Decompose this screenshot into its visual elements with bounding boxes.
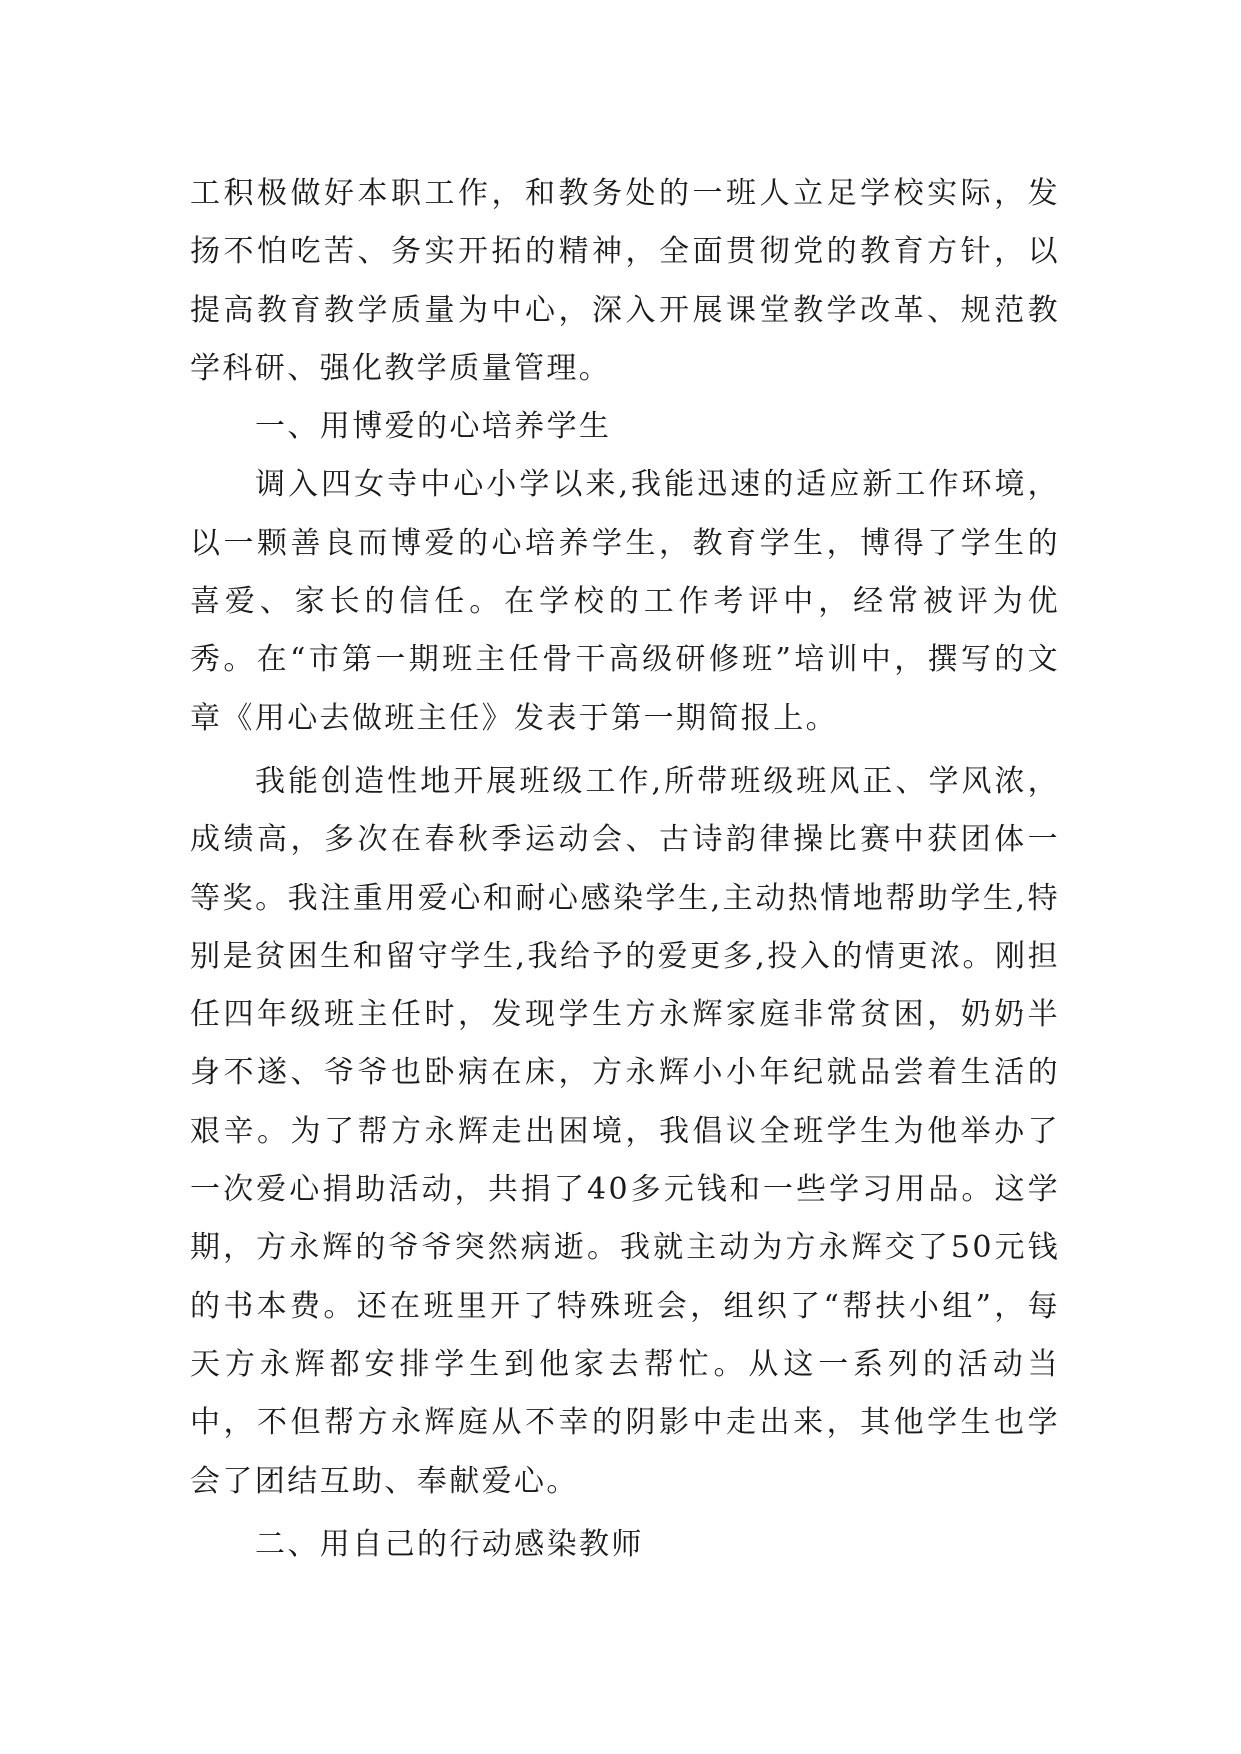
section-heading-2: 二、用自己的行动感染教师 <box>255 1526 644 1562</box>
paragraph-section-1-a: 调入四女寺中心小学以来,我能迅速的适应新工作环境，以一颗善良而博爱的心培养学生，教育学生，博得了学生的喜爱、家长的信任。在学校的工作考评中，经常被评为优秀。在“市第一期班主任骨干高级研修班”培训中，撰写的文章《用心去做班主任》发表于第一期简报上。 <box>190 467 1060 736</box>
paragraph-intro: 工积极做好本职工作，和教务处的一班人立足学校实际，发扬不怕吃苦、务实开拓的精神，全面贯彻党的教育方针，以提高教育教学质量为中心，深入开展课堂教学改革、规范教学科研、强化教学质量管理。 <box>190 176 1060 386</box>
section-heading-1: 一、用博爱的心培养学生 <box>255 409 612 445</box>
paragraph-section-1-b: 我能创造性地开展班级工作,所带班级班风正、学风浓，成绩高，多次在春秋季运动会、古诗韵律操比赛中获团体一等奖。我注重用爱心和耐心感染学生,主动热情地帮助学生,特别是贫困生和留守学生,我给予的爱更多,投入的情更浓。刚担任四年级班主任时，发现学生方永辉家庭非常贫困，奶奶半身不遂、爷爷也卧病在床，方永辉小小年纪就品尝着生活的艰辛。为了帮方永辉走出困境，我倡议全班学生为他举办了一次爱心捐助活动，共捐了40多元钱和一些学习用品。这学期，方永辉的爷爷突然病逝。我就主动为方永辉交了50元钱的书本费。还在班里开了特殊班会，组织了“帮扶小组”，每天方永辉都安排学生到他家去帮忙。从这一系列的活动当中，不但帮方永辉庭从不幸的阴影中走出来，其他学生也学会了团结互助、奉献爱心。 <box>190 763 1060 1499</box>
document-body <box>190 165 1060 1574</box>
